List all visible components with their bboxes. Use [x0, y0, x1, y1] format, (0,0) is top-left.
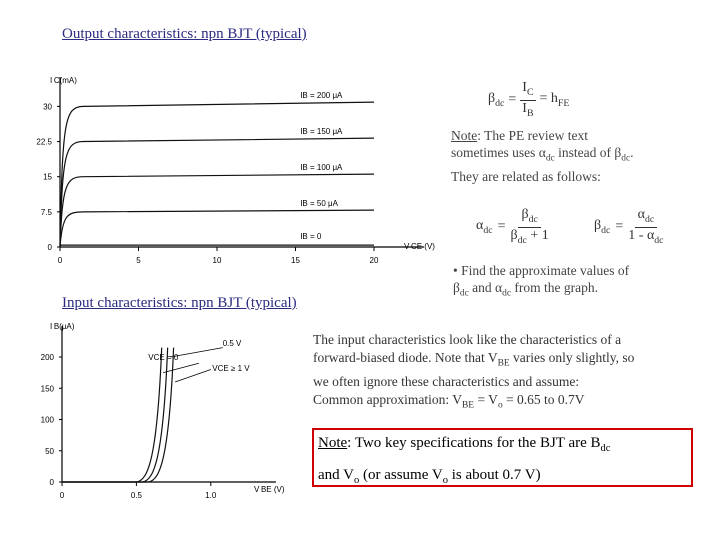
beta-fraction: $\frac{I_C}{I_B}$ [522, 80, 534, 119]
input-curve-label: VCE ≥ 1 V [212, 363, 250, 373]
input-curve [62, 348, 174, 482]
x-axis-label: V CE (V) [404, 242, 435, 251]
key-specs-box [312, 428, 693, 487]
x-tick-label: 0 [57, 256, 63, 265]
input-curve [62, 348, 162, 482]
input-curve [62, 348, 168, 482]
note-line2: sometimes uses $\alpha_{dc}$ instead of $\beta_{dc}$. [451, 145, 634, 164]
alpha-formula: $\alpha_{dc}$ = $\beta_{dc}$ $\beta_{dc} + 1$ [476, 207, 549, 246]
y-tick-label: 50 [45, 446, 54, 456]
label-pointer [163, 363, 199, 372]
y-tick-label: 0 [49, 478, 54, 487]
note-alpha-beta [451, 127, 711, 185]
bullet-find-values [453, 262, 713, 303]
x-tick-label: 15 [291, 256, 300, 265]
note-line1: : The PE review text [477, 128, 588, 143]
x-tick-label: 10 [212, 256, 222, 265]
key-box-line1: Note: Two key specifications for the BJT are $B_{dc}$ [318, 435, 611, 454]
y-tick-label: 22.5 [36, 137, 52, 147]
y-tick-label: 100 [40, 415, 54, 425]
input-curve-label: 0.5 V [222, 338, 242, 348]
y-tick-label: 200 [40, 353, 54, 362]
output-title-rest: : npn BJT (typical) [193, 26, 307, 42]
y-axis-label: I B(μA) [50, 322, 75, 331]
output-curve-label: IB = 50 μA [300, 199, 338, 209]
hfe: = $h_{FE}$ [539, 91, 570, 110]
label-pointer [175, 370, 211, 383]
input-text-line3: we often ignore these characteristics and assume: [313, 373, 580, 389]
x-axis-label: V BE (V) [254, 485, 285, 494]
output-curve [60, 210, 374, 247]
y-tick-label: 150 [40, 384, 54, 394]
key-box-line2: and $V_o$ (or assume $V_o$ is about 0.7 V) [318, 467, 541, 486]
label-pointer [171, 348, 223, 357]
output-characteristics-chart [30, 62, 450, 272]
note-line3: They are related as follows: [451, 168, 601, 184]
x-tick-label: 0.5 [130, 491, 142, 500]
beta-symbol: $\beta_{dc}$ [488, 91, 505, 110]
input-curve-label: VCE = 0 [148, 353, 179, 363]
x-tick-label: 5 [136, 256, 141, 265]
input-title-prefix: Input characteristics [62, 295, 184, 311]
beta-formula [488, 80, 569, 121]
output-title [62, 26, 307, 43]
output-curve-label: IB = 100 μA [300, 163, 343, 173]
y-axis-label: I C(mA) [50, 76, 77, 85]
y-tick-label: 15 [43, 172, 52, 182]
output-curve-label: IB = 0 [300, 232, 322, 242]
y-tick-label: 7.5 [40, 207, 52, 217]
x-tick-label: 1.0 [205, 491, 217, 500]
y-tick-label: 30 [43, 102, 52, 112]
note-label: Note [451, 128, 478, 143]
output-curve-label: IB = 200 μA [300, 91, 343, 101]
input-characteristics-chart [30, 318, 305, 508]
x-tick-label: 20 [369, 256, 379, 265]
input-text-line4: Common approximation: $V_{BE} = V_o = 0.65$ to 0.7V [313, 391, 585, 411]
x-tick-label: 0 [59, 491, 65, 500]
bullet-line1: Find the approximate values of [461, 263, 630, 278]
output-curve [60, 138, 374, 247]
bullet-line2: $\beta_{dc}$ and $\alpha_{dc}$ from the graph. [453, 280, 599, 299]
beta-from-alpha-formula: $\beta_{dc}$ = $\alpha_{dc}$ $1 - \alpha_{dc}$ [594, 207, 664, 246]
output-title-prefix: Output characteristics [62, 26, 194, 42]
input-text-line2: forward-biased diode. Note that $V_{BE}$ varies only slightly, so [313, 350, 635, 369]
input-title [62, 295, 297, 312]
bullet-mark: • [453, 263, 458, 278]
input-title-rest: : npn BJT (typical) [183, 295, 297, 311]
output-curve-label: IB = 150 μA [300, 127, 343, 137]
input-explanation [313, 331, 713, 414]
beta-eq: = [508, 92, 517, 108]
input-text-line1: The input characteristics look like the characteristics of a [313, 332, 622, 347]
y-tick-label: 0 [47, 243, 52, 252]
